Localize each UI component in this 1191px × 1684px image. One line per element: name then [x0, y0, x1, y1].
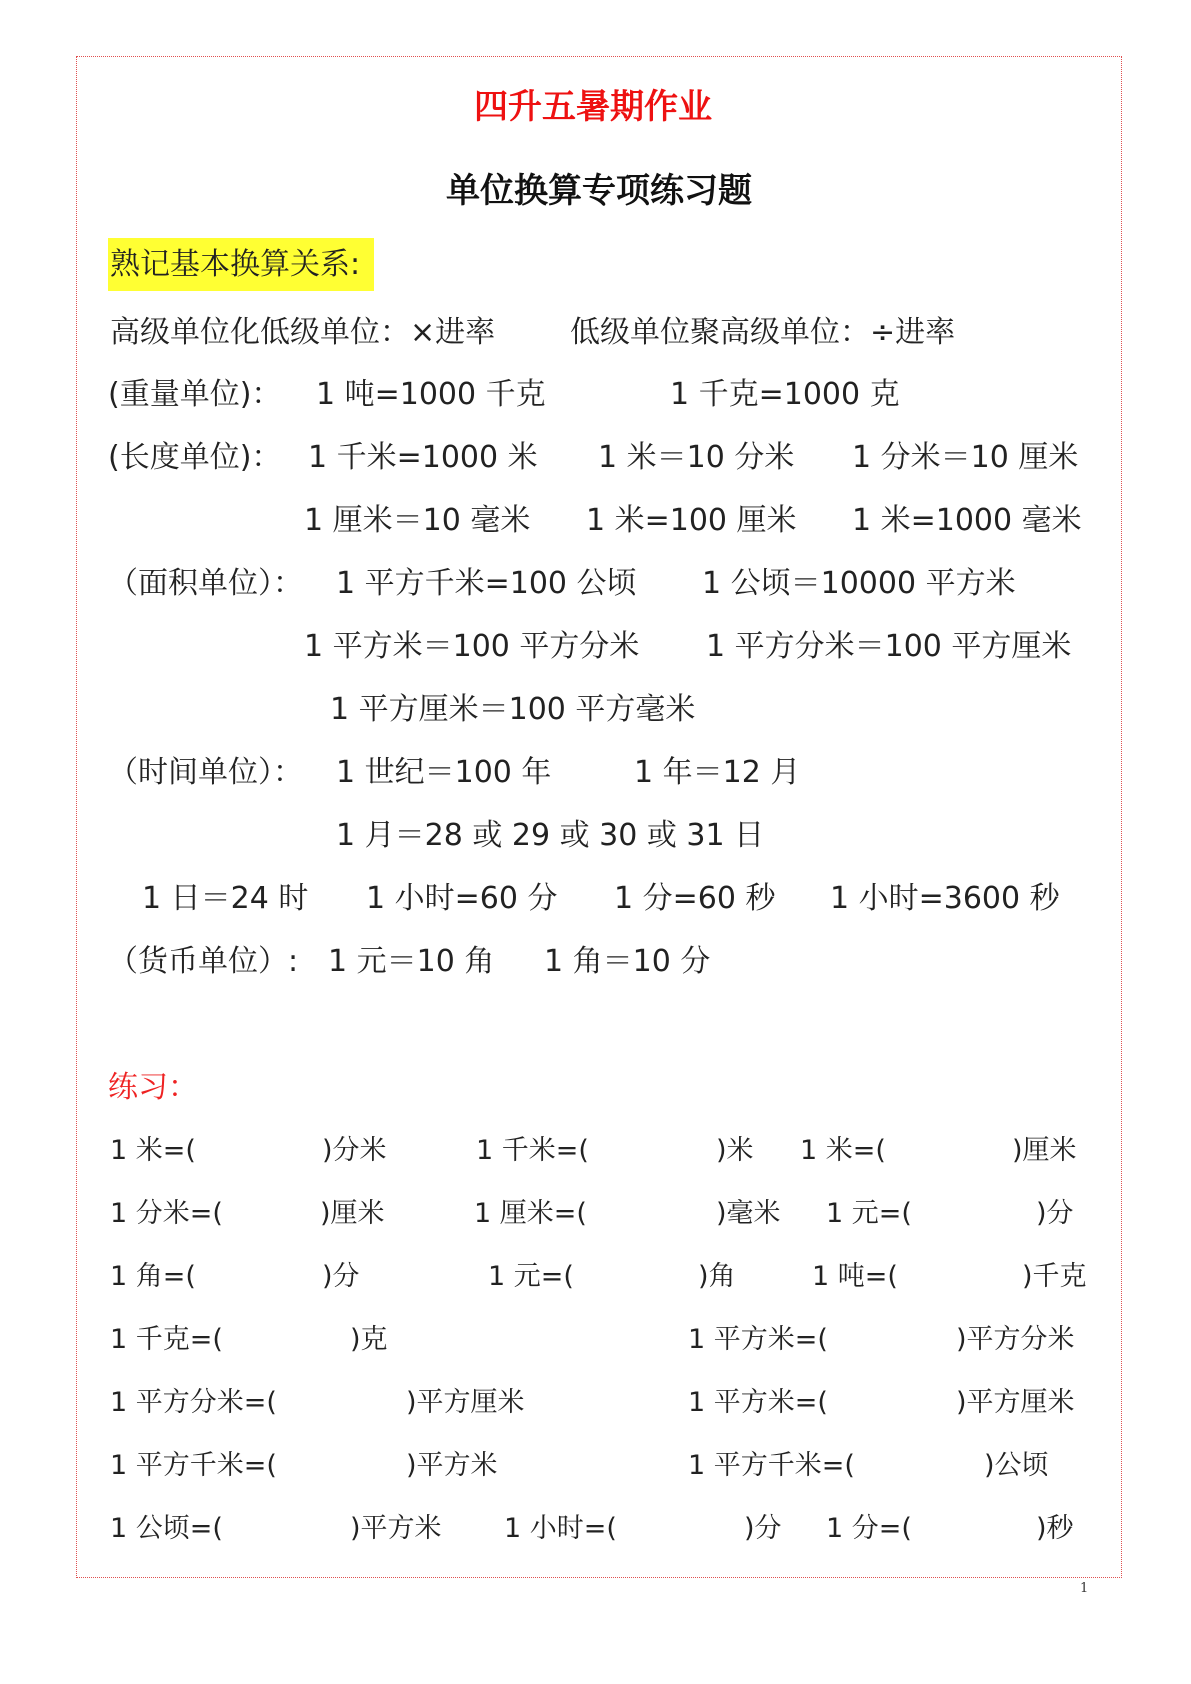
- page-subtitle: 单位换算专项练习题: [446, 171, 752, 211]
- practice-unit: )分: [322, 1261, 360, 1292]
- currency-label: （货币单位）:: [108, 944, 299, 979]
- length-item: 1 米=1000 毫米: [852, 503, 1082, 538]
- length-item: 1 米=100 厘米: [586, 503, 797, 538]
- practice-question: 1 角=(: [110, 1261, 196, 1292]
- practice-question: 1 分米=(: [110, 1198, 223, 1229]
- practice-unit: )公顷: [984, 1450, 1049, 1481]
- practice-unit: )分: [1036, 1198, 1074, 1229]
- page-title: 四升五暑期作业: [474, 87, 712, 127]
- practice-question: 1 元=(: [488, 1261, 574, 1292]
- practice-question: 1 小时=(: [504, 1513, 617, 1544]
- practice-question: 1 米=(: [800, 1135, 886, 1166]
- practice-unit: )平方分米: [956, 1324, 1075, 1355]
- length-item: 1 千米=1000 米: [308, 440, 538, 475]
- practice-question: 1 平方米=(: [688, 1324, 828, 1355]
- practice-question: 1 平方千米=(: [110, 1450, 277, 1481]
- time-item: 1 月＝28 或 29 或 30 或 31 日: [336, 818, 765, 853]
- practice-unit: )厘米: [320, 1198, 385, 1229]
- weight-label: (重量单位)：: [108, 377, 282, 412]
- practice-unit: )毫米: [716, 1198, 781, 1229]
- area-item: 1 平方米＝100 平方分米: [304, 629, 640, 664]
- practice-question: 1 米=(: [110, 1135, 196, 1166]
- practice-unit: )克: [350, 1324, 388, 1355]
- rule-low-to-high: 低级单位聚高级单位：÷进率: [570, 315, 956, 350]
- practice-unit: )千克: [1022, 1261, 1087, 1292]
- practice-unit: )角: [698, 1261, 736, 1292]
- practice-question: 1 元=(: [826, 1198, 912, 1229]
- time-item: 1 小时=3600 秒: [830, 881, 1060, 916]
- time-item: 1 小时=60 分: [366, 881, 558, 916]
- weight-item: 1 吨=1000 千克: [316, 377, 546, 412]
- practice-unit: )平方厘米: [406, 1387, 525, 1418]
- practice-unit: )秒: [1036, 1513, 1074, 1544]
- time-label: （时间单位）：: [108, 755, 303, 790]
- practice-unit: )分: [744, 1513, 782, 1544]
- practice-unit: )平方厘米: [956, 1387, 1075, 1418]
- time-item: 1 分=60 秒: [614, 881, 776, 916]
- area-item: 1 公顷＝10000 平方米: [702, 566, 1016, 601]
- memorize-heading: [108, 247, 374, 282]
- practice-question: 1 公顷=(: [110, 1513, 223, 1544]
- memorize-heading-highlight: 熟记基本换算关系:: [108, 238, 374, 291]
- practice-question: 1 平方米=(: [688, 1387, 828, 1418]
- practice-question: 1 分=(: [826, 1513, 912, 1544]
- practice-unit: )平方米: [406, 1450, 498, 1481]
- practice-heading: 练习：: [108, 1070, 198, 1105]
- rule-high-to-low: 高级单位化低级单位：×进率: [110, 315, 496, 350]
- time-item: 1 年＝12 月: [634, 755, 801, 790]
- length-item: 1 米＝10 分米: [598, 440, 795, 475]
- weight-item: 1 千克=1000 克: [670, 377, 900, 412]
- practice-question: 1 平方分米=(: [110, 1387, 277, 1418]
- practice-unit: )平方米: [350, 1513, 442, 1544]
- area-item: 1 平方分米＝100 平方厘米: [706, 629, 1072, 664]
- page-number: 1: [1080, 1581, 1089, 1596]
- practice-unit: )米: [716, 1135, 754, 1166]
- practice-unit: )厘米: [1012, 1135, 1077, 1166]
- area-item: 1 平方千米=100 公顷: [336, 566, 637, 601]
- time-item: 1 世纪＝100 年: [336, 755, 552, 790]
- practice-question: 1 千克=(: [110, 1324, 223, 1355]
- practice-question: 1 厘米=(: [474, 1198, 587, 1229]
- area-label: （面积单位）：: [108, 566, 303, 601]
- practice-question: 1 平方千米=(: [688, 1450, 855, 1481]
- currency-item: 1 元＝10 角: [328, 944, 495, 979]
- length-label: (长度单位)：: [108, 440, 282, 475]
- length-item: 1 厘米＝10 毫米: [304, 503, 531, 538]
- time-item: 1 日＝24 时: [142, 881, 309, 916]
- practice-question: 1 千米=(: [476, 1135, 589, 1166]
- currency-item: 1 角＝10 分: [544, 944, 711, 979]
- length-item: 1 分米＝10 厘米: [852, 440, 1079, 475]
- practice-unit: )分米: [322, 1135, 387, 1166]
- area-item: 1 平方厘米＝100 平方毫米: [330, 692, 696, 727]
- practice-question: 1 吨=(: [812, 1261, 898, 1292]
